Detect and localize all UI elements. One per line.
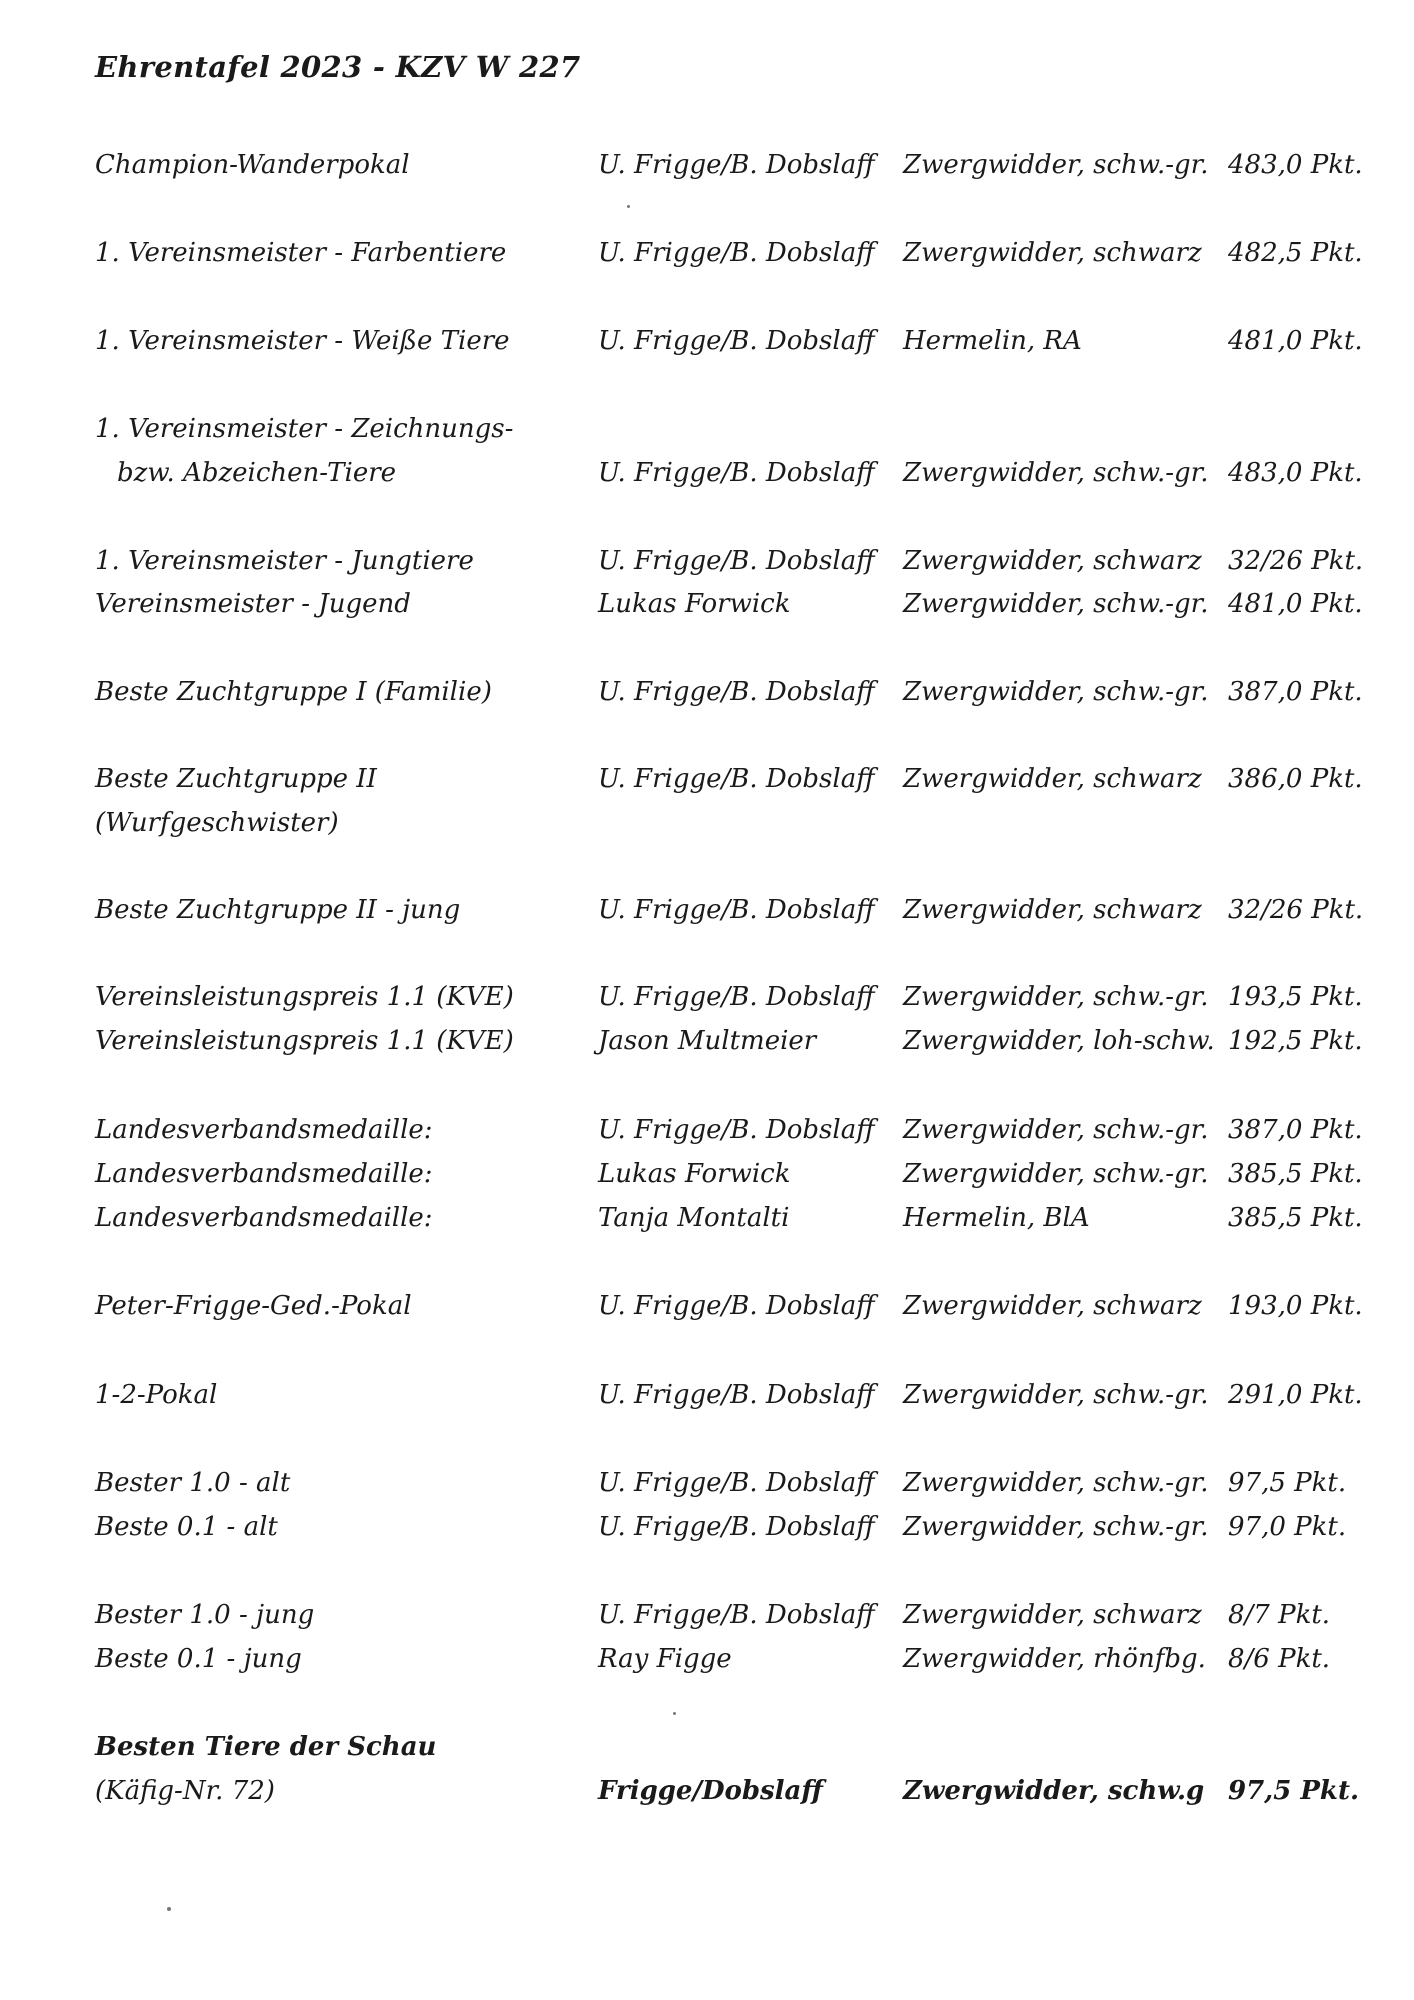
award-name: 1. Vereinsmeister - Weiße Tiere — [95, 326, 510, 356]
points-value: 8/7 Pkt. — [1228, 1600, 1331, 1630]
scan-speck — [167, 1907, 171, 1911]
breed-info: Zwergwidder, schwarz — [903, 1600, 1202, 1630]
best-animals-breed: Zwergwidder, schw.g — [903, 1776, 1205, 1806]
breeder-name: U. Frigge/B. Dobslaff — [598, 895, 875, 925]
breed-info: Zwergwidder, schw.-gr. — [903, 1512, 1209, 1542]
breed-info: Zwergwidder, schwarz — [903, 1291, 1202, 1321]
points-value: 387,0 Pkt. — [1228, 1115, 1363, 1145]
award-name: Beste 0.1 - jung — [95, 1644, 302, 1674]
points-value: 387,0 Pkt. — [1228, 677, 1363, 707]
breeder-name: Ray Figge — [598, 1644, 732, 1674]
breeder-name: U. Frigge/B. Dobslaff — [598, 764, 875, 794]
breed-info: Zwergwidder, schw.-gr. — [903, 1159, 1209, 1189]
breeder-name: Lukas Forwick — [598, 1159, 791, 1189]
award-name: Bester 1.0 - alt — [95, 1468, 291, 1498]
award-name: Landesverbandsmedaille: — [95, 1115, 433, 1145]
award-name-continued: bzw. Abzeichen-Tiere — [117, 458, 397, 488]
breeder-name: U. Frigge/B. Dobslaff — [598, 1115, 875, 1145]
breeder-name: Tanja Montalti — [598, 1203, 790, 1233]
page-title: Ehrentafel 2023 - KZV W 227 — [95, 50, 581, 84]
scan-speck — [627, 205, 630, 208]
breeder-name: U. Frigge/B. Dobslaff — [598, 1600, 875, 1630]
breed-info: Zwergwidder, schwarz — [903, 764, 1202, 794]
award-name: Landesverbandsmedaille: — [95, 1203, 433, 1233]
award-name: Bester 1.0 - jung — [95, 1600, 315, 1630]
points-value: 32/26 Pkt. — [1228, 546, 1364, 576]
award-name: Landesverbandsmedaille: — [95, 1159, 433, 1189]
breeder-name: U. Frigge/B. Dobslaff — [598, 546, 875, 576]
breeder-name: U. Frigge/B. Dobslaff — [598, 1468, 875, 1498]
breeder-name: U. Frigge/B. Dobslaff — [598, 150, 875, 180]
breed-info: Zwergwidder, schw.-gr. — [903, 982, 1209, 1012]
breeder-name: U. Frigge/B. Dobslaff — [598, 1380, 875, 1410]
breeder-name: U. Frigge/B. Dobslaff — [598, 458, 875, 488]
points-value: 481,0 Pkt. — [1228, 589, 1363, 619]
breed-info: Zwergwidder, schwarz — [903, 895, 1202, 925]
breeder-name: U. Frigge/B. Dobslaff — [598, 326, 875, 356]
points-value: 32/26 Pkt. — [1228, 895, 1364, 925]
best-animals-points: 97,5 Pkt. — [1228, 1776, 1360, 1806]
best-animals-cage: (Käfig-Nr. 72) — [95, 1776, 275, 1806]
points-value: 482,5 Pkt. — [1228, 238, 1363, 268]
award-name: Beste Zuchtgruppe II — [95, 764, 377, 794]
breed-info: Zwergwidder, schw.-gr. — [903, 589, 1209, 619]
award-name: Beste 0.1 - alt — [95, 1512, 278, 1542]
award-name: Vereinsleistungspreis 1.1 (KVE) — [95, 1026, 514, 1056]
breed-info: Zwergwidder, schwarz — [903, 238, 1202, 268]
scan-speck — [673, 1712, 676, 1715]
breeder-name: Lukas Forwick — [598, 589, 791, 619]
points-value: 386,0 Pkt. — [1228, 764, 1363, 794]
breed-info: Zwergwidder, schw.-gr. — [903, 150, 1209, 180]
breed-info: Hermelin, RA — [903, 326, 1082, 356]
award-name: Vereinsleistungspreis 1.1 (KVE) — [95, 982, 514, 1012]
award-name: Champion-Wanderpokal — [95, 150, 410, 180]
breeder-name: Jason Multmeier — [598, 1026, 817, 1056]
points-value: 192,5 Pkt. — [1228, 1026, 1363, 1056]
breed-info: Zwergwidder, schw.-gr. — [903, 677, 1209, 707]
breed-info: Hermelin, BlA — [903, 1203, 1090, 1233]
points-value: 481,0 Pkt. — [1228, 326, 1363, 356]
breeder-name: U. Frigge/B. Dobslaff — [598, 1291, 875, 1321]
points-value: 385,5 Pkt. — [1228, 1203, 1363, 1233]
points-value: 8/6 Pkt. — [1228, 1644, 1331, 1674]
points-value: 97,5 Pkt. — [1228, 1468, 1347, 1498]
award-name: 1. Vereinsmeister - Farbentiere — [95, 238, 507, 268]
award-name: Beste Zuchtgruppe I (Familie) — [95, 677, 492, 707]
best-animals-breeder: Frigge/Dobslaff — [598, 1776, 823, 1806]
breed-info: Zwergwidder, schwarz — [903, 546, 1202, 576]
award-name: Peter-Frigge-Ged.-Pokal — [95, 1291, 412, 1321]
breed-info: Zwergwidder, schw.-gr. — [903, 1380, 1209, 1410]
award-name: 1. Vereinsmeister - Jungtiere — [95, 546, 474, 576]
breed-info: Zwergwidder, rhönfbg. — [903, 1644, 1206, 1674]
breeder-name: U. Frigge/B. Dobslaff — [598, 238, 875, 268]
breed-info: Zwergwidder, schw.-gr. — [903, 458, 1209, 488]
best-animals-award: Besten Tiere der Schau — [95, 1732, 437, 1762]
award-name-continued: (Wurfgeschwister) — [95, 808, 339, 838]
award-name: Vereinsmeister - Jugend — [95, 589, 411, 619]
award-name: Beste Zuchtgruppe II - jung — [95, 895, 461, 925]
points-value: 483,0 Pkt. — [1228, 458, 1363, 488]
points-value: 193,5 Pkt. — [1228, 982, 1363, 1012]
award-name: 1. Vereinsmeister - Zeichnungs- — [95, 414, 514, 444]
breeder-name: U. Frigge/B. Dobslaff — [598, 1512, 875, 1542]
breed-info: Zwergwidder, schw.-gr. — [903, 1115, 1209, 1145]
breeder-name: U. Frigge/B. Dobslaff — [598, 677, 875, 707]
points-value: 385,5 Pkt. — [1228, 1159, 1363, 1189]
breed-info: Zwergwidder, loh-schw. — [903, 1026, 1215, 1056]
points-value: 483,0 Pkt. — [1228, 150, 1363, 180]
points-value: 291,0 Pkt. — [1228, 1380, 1363, 1410]
award-name: 1-2-Pokal — [95, 1380, 218, 1410]
breeder-name: U. Frigge/B. Dobslaff — [598, 982, 875, 1012]
points-value: 97,0 Pkt. — [1228, 1512, 1347, 1542]
breed-info: Zwergwidder, schw.-gr. — [903, 1468, 1209, 1498]
points-value: 193,0 Pkt. — [1228, 1291, 1363, 1321]
